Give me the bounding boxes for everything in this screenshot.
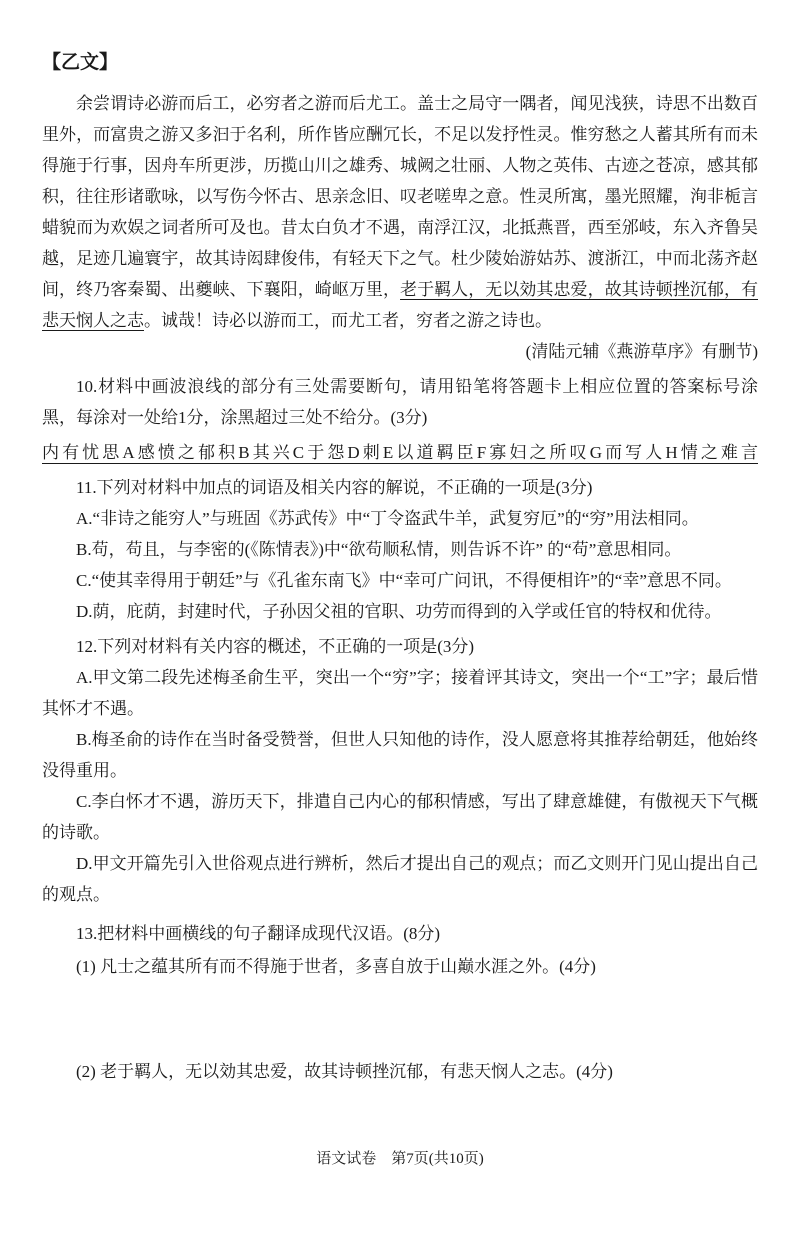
passage-text-after-underline: 。诚哉！诗必以游而工，而尤工者，穷者之游之诗也。 <box>144 311 552 330</box>
passage <box>42 88 758 336</box>
question-11-option-b: B.苟，苟且，与李密的(《陈情表》)中“欲苟顺私情，则告诉不许” 的“苟”意思相同。 <box>76 540 682 559</box>
passage-underlined-sentence: 老于羁人，无以効其忠爱，故其诗顿挫沉郁，有悲天悯人之志 <box>42 280 759 330</box>
question-12-option-b: B.梅圣俞的诗作在当时备受赞誉，但世人只知他的诗作，没人愿意将其推荐给朝廷，他始终没得重用。 <box>42 730 758 780</box>
question-10-punctuation-sentence: 内有忧思A感愤之郁积B其兴C于怨D刺E以道羁臣F寡妇之所叹G而写人H情之难言 <box>42 443 758 462</box>
question-11-option-a: A.“非诗之能穷人”与班固《苏武传》中“丁令盗武牛羊，武复穷厄”的“穷”用法相同。 <box>76 509 699 528</box>
footer-text: 语文试卷 第7页(共10页) <box>316 1151 484 1167</box>
question-10-stem: 10.材料中画波浪线的部分有三处需要断句，请用铅笔将答题卡上相应位置的答案标号涂黑，每涂对一处给1分，涂黑超过三处不给分。(3分) <box>42 377 758 427</box>
section-label: 【乙文】 <box>42 52 119 73</box>
question-13-item-2: (2) 老于羁人，无以効其忠爱，故其诗顿挫沉郁，有悲天悯人之志。(4分) <box>76 1062 613 1081</box>
page-footer <box>0 1148 800 1170</box>
answer-space <box>42 982 758 1054</box>
question-12-option-d: D.甲文开篇先引入世俗观点进行辨析，然后才提出自己的观点；而乙文则开门见山提出自己的观点。 <box>42 854 758 904</box>
passage-citation: (清陆元辅《燕游草序》有删节) <box>525 342 758 361</box>
question-12-stem: 12.下列对材料有关内容的概述，不正确的一项是(3分) <box>76 637 475 656</box>
question-11-stem: 11.下列对材料中加点的词语及相关内容的解说，不正确的一项是(3分) <box>76 478 593 497</box>
question-11-option-c: C.“使其幸得用于朝廷”与《孔雀东南飞》中“幸可广问讯，不得便相许”的“幸”意思不同。 <box>76 571 732 590</box>
question-13-stem: 13.把材料中画横线的句子翻译成现代汉语。(8分) <box>76 924 441 943</box>
question-13-item-1: (1) 凡士之蕴其所有而不得施于世者，多喜自放于山巅水涯之外。(4分) <box>76 957 596 976</box>
question-11-option-d: D.荫，庇荫，封建时代，子孙因父祖的官职、功劳而得到的入学或任官的特权和优待。 <box>76 602 722 621</box>
question-12-option-c: C.李白怀才不遇，游历天下，排遣自己内心的郁积情感，写出了肆意雄健，有傲视天下气概的诗歌。 <box>42 792 758 842</box>
passage-text-before-underline: 余尝谓诗必游而后工，必穷者之游而后尤工。盖士之局守一隅者，闻见浅狭，诗思不出数百里外，而富贵之游又多汩于名利，所作皆应酬冗长，不足以发抒性灵。惟穷愁之人蓄其所有而未得施于行事，因舟车所更涉，历揽山川之雄秀、城阙之壮丽、人物之英伟、古迹之苍凉，感其郁积，往往形诸歌咏，以写伤今怀古、思亲念旧、叹老嗟卑之意。性灵所寓，墨光照耀，洵非栀言蜡貌而为欢娱之词者所可及也。昔太白负才不遇，南浮江汉，北抵燕晋，西至邠岐，东入齐鲁吴越，足迹几遍寰宇，故其诗闳肆俊伟，有轻天下之气。杜少陵始游姑苏、渡浙江，中而北荡齐赵间，终乃客秦蜀、出夔峡、下襄阳，崎岖万里， <box>42 94 758 299</box>
question-12-option-a: A.甲文第二段先述梅圣俞生平，突出一个“穷”字；接着评其诗文，突出一个“工”字；最后惜其怀才不遇。 <box>42 668 758 718</box>
